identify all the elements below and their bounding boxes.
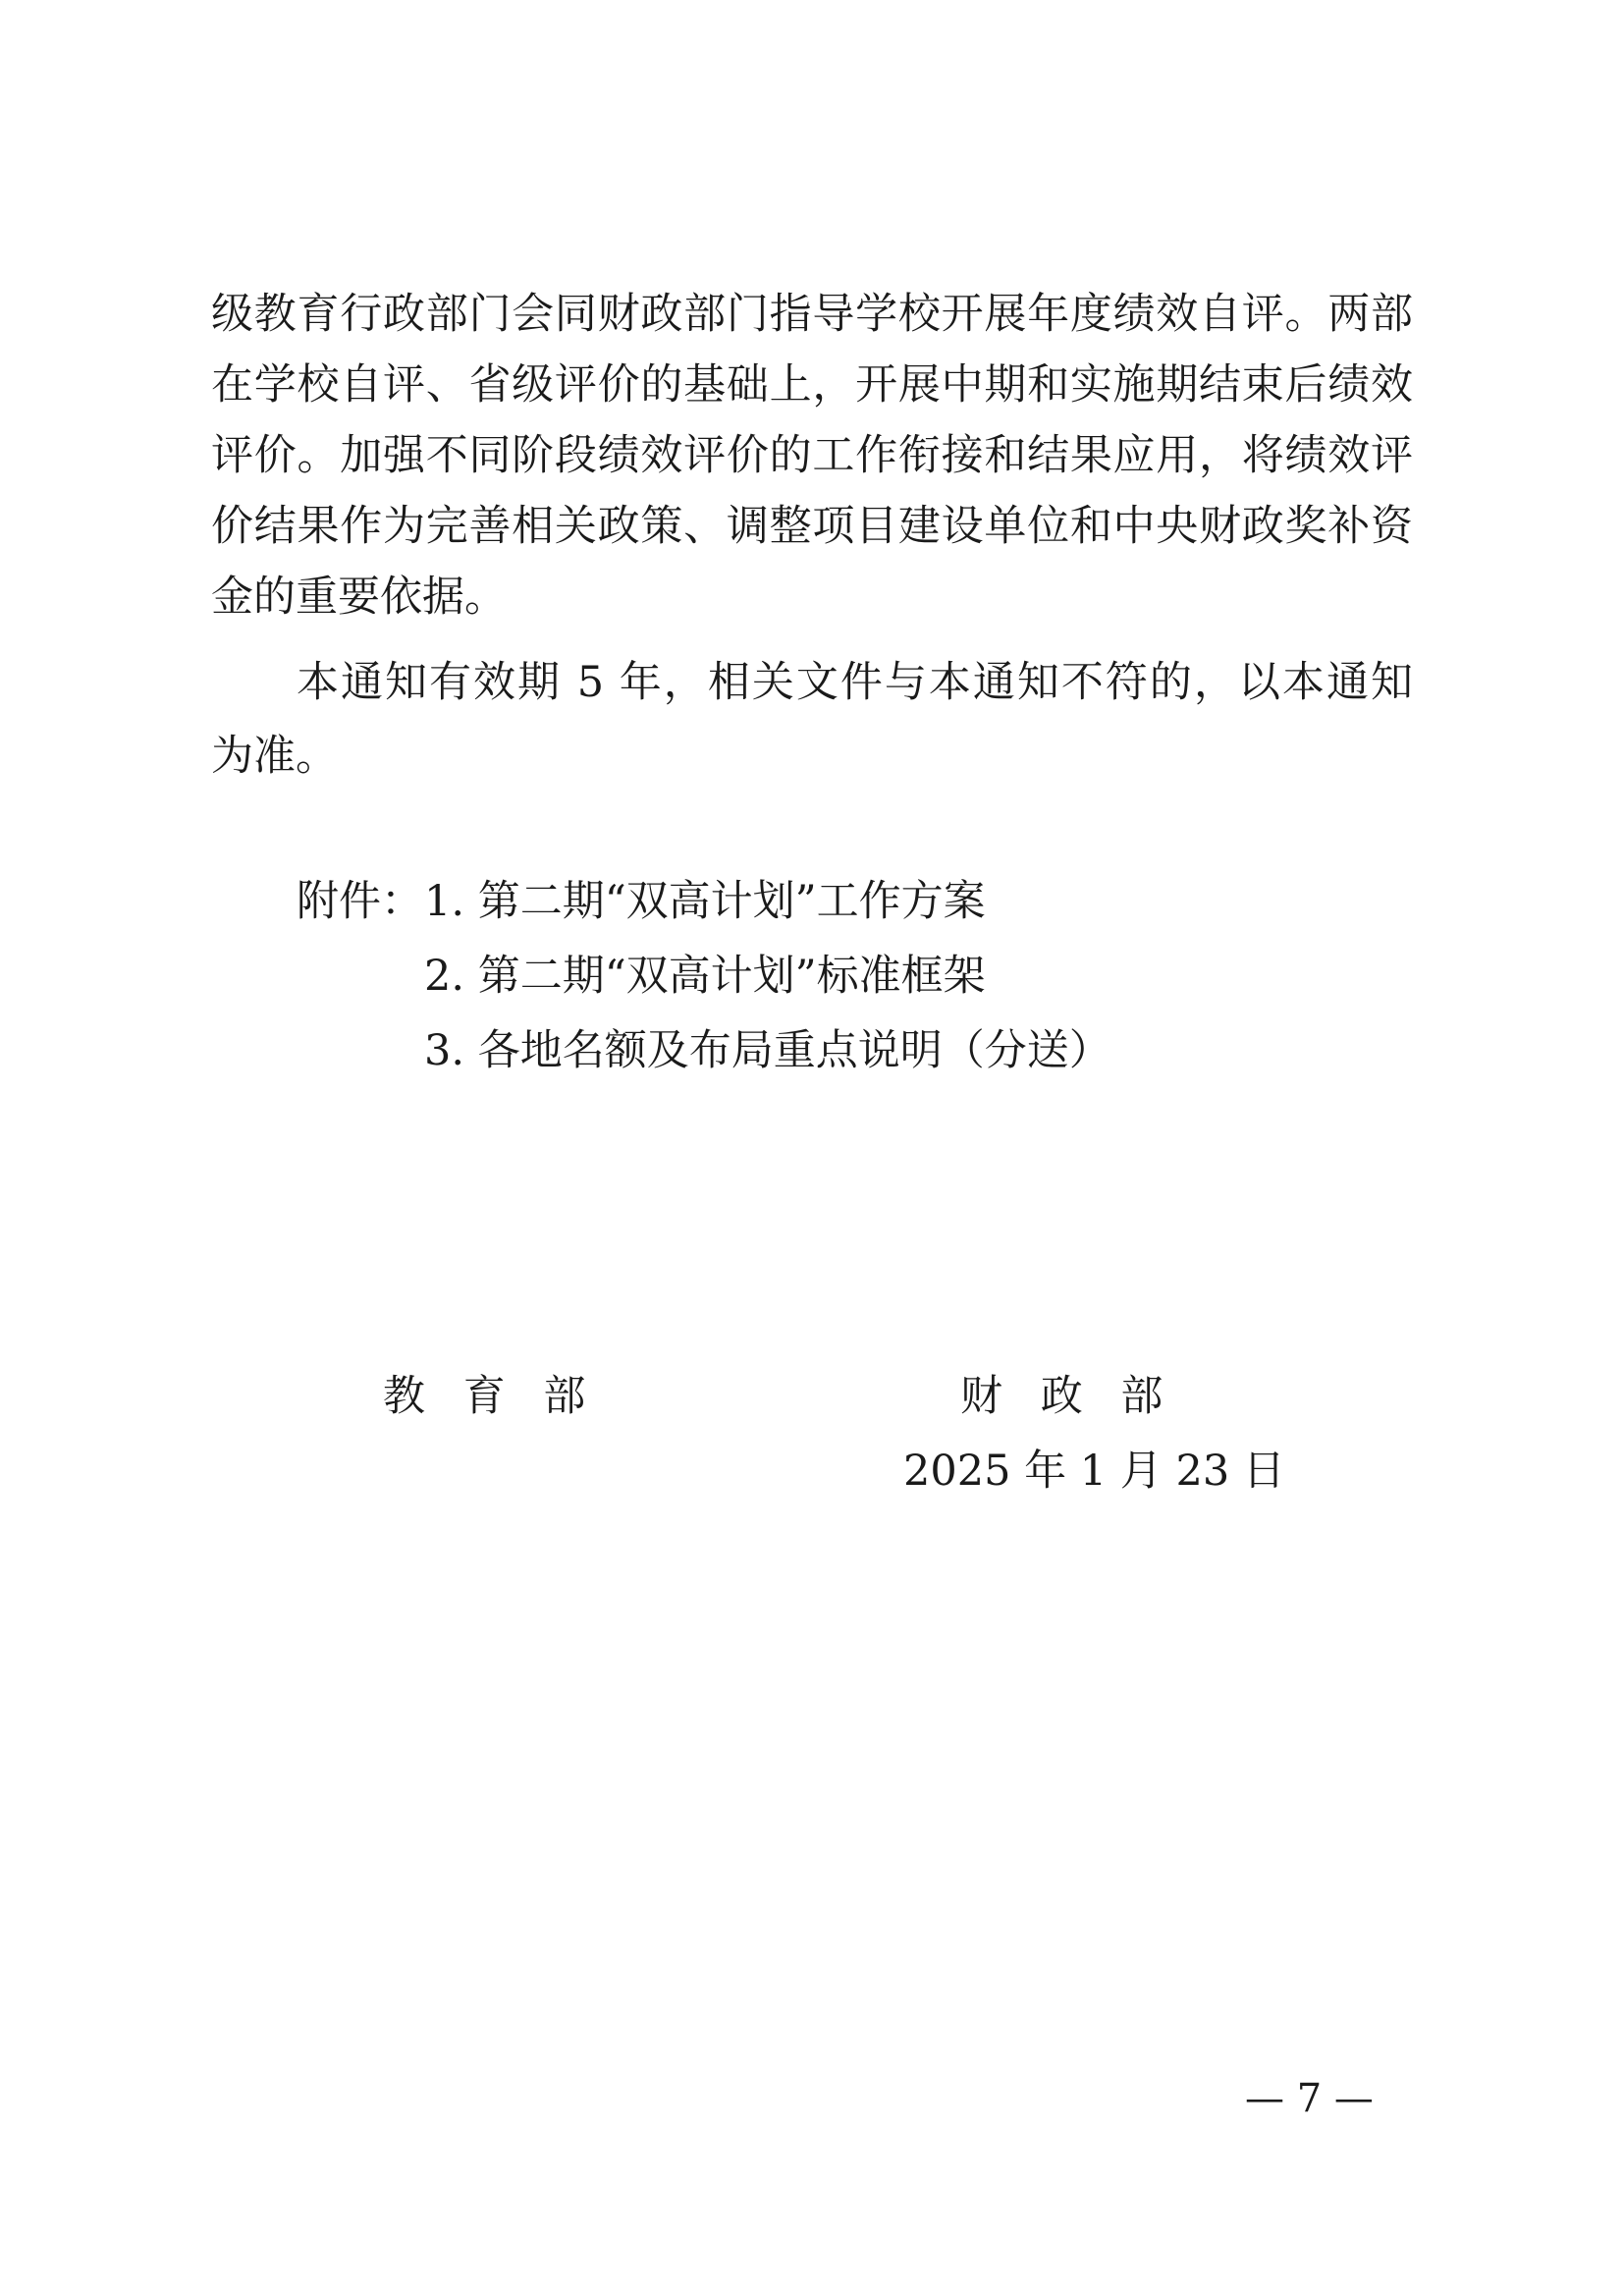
body-line-3: 评价。加强不同阶段绩效评价的工作衔接和结果应用，将绩效评 [211, 431, 1413, 480]
signature-right: 财政部 [960, 1372, 1202, 1421]
body-line-2: 在学校自评、省级评价的基础上，开展中期和实施期结束后绩效 [211, 360, 1413, 410]
body-line-1: 级教育行政部门会同财政部门指导学校开展年度绩效自评。两部 [211, 290, 1413, 339]
attachment-item-3: 3. 各地名额及布局重点说明（分送） [424, 1026, 1111, 1075]
body-line-4: 价结果作为完善相关政策、调整项目建设单位和中央财政奖补资 [211, 502, 1413, 551]
attachment-item-2: 2. 第二期“双高计划”标准框架 [424, 952, 986, 1001]
validity-line-1: 本通知有效期 5 年，相关文件与本通知不符的，以本通知 [297, 658, 1413, 707]
validity-line-2: 为准。 [211, 732, 338, 781]
document-date: 2025 年 1 月 23 日 [903, 1447, 1285, 1496]
page-number: — 7 — [1245, 2076, 1374, 2121]
body-line-5: 金的重要依据。 [211, 573, 507, 622]
signature-left: 教育部 [383, 1372, 624, 1421]
attachments-label: 附件： [297, 877, 423, 926]
attachment-item-1: 1. 第二期“双高计划”工作方案 [424, 877, 986, 926]
